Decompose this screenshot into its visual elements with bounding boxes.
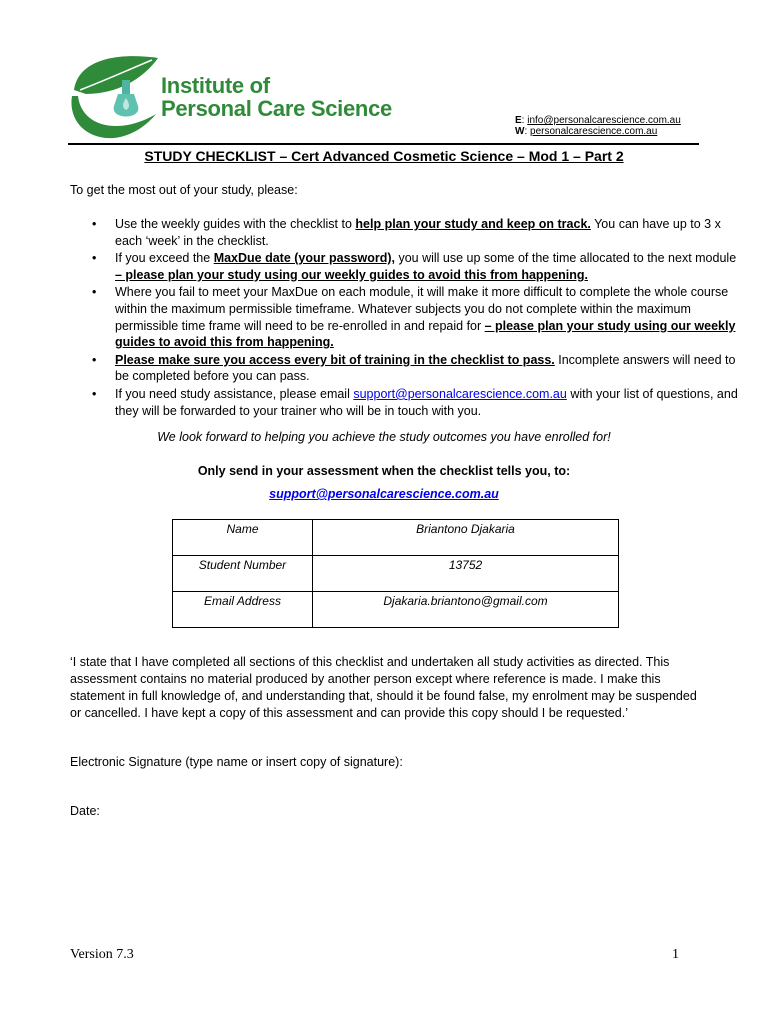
list-item	[115, 216, 740, 249]
contact-email-row: E: info@personalcarescience.com.au	[515, 115, 681, 126]
declaration-text: ‘I state that I have completed all sections of this checklist and undertaken all study activities as directed. This assessment contains no material produced by another person except where reference is made. I make this statement in full knowledge of, and understanding that, should it be found false, my enrolment may be suspended or cancelled. I have kept a copy of this assessment and can provide this copy should I be requested.’	[70, 655, 697, 720]
text: with your list of questions, and they will be forwarded to your trainer who will be in touch with you.	[115, 386, 738, 418]
student-number-label: Student Number	[173, 556, 313, 592]
look-forward-text: We look forward to helping you achieve the study outcomes you have enrolled for!	[157, 430, 611, 444]
contact-block	[515, 115, 681, 137]
emphasis: Please make sure you access every bit of training in the checklist to pass.	[115, 352, 555, 367]
brand-name	[161, 74, 392, 120]
text: If you exceed the	[115, 251, 214, 266]
table-row	[173, 520, 619, 556]
text: You can have up to 3 x each ‘week’ in the checklist.	[115, 217, 721, 248]
send-in-instruction: Only send in your assessment when the checklist tells you, to:	[197, 464, 571, 478]
list-item	[115, 284, 740, 350]
date-label: Date:	[70, 804, 100, 818]
text: Incomplete answers will need to be completed before you can pass.	[115, 352, 736, 384]
student-number-value[interactable]: 13752	[313, 556, 619, 592]
list-item	[115, 250, 740, 283]
signature-label: Electronic Signature (type name or insert copy of signature):	[70, 755, 403, 769]
emphasis: – please plan your study using our weekly guides to avoid this from happening.	[115, 267, 588, 282]
table-row	[173, 556, 619, 592]
text: Use the weekly guides with the checklist to	[115, 217, 356, 231]
list-item	[115, 352, 740, 385]
leaf-dropper-hand-icon	[66, 50, 166, 142]
page-number: 1	[672, 947, 679, 962]
emphasis: – please plan your study using our weekly guides to avoid this from happening.	[115, 318, 736, 350]
name-value[interactable]: Briantono Djakaria	[313, 520, 619, 556]
emphasis: help plan your study and keep on track.	[355, 217, 591, 231]
text: If you need study assistance, please email	[115, 386, 354, 401]
student-info-table	[172, 519, 619, 628]
text: you will use up some of the time allocated to the next module	[394, 251, 737, 266]
send-in-email-link[interactable]: support@personalcarescience.com.au	[269, 487, 499, 501]
email-address-label: Email Address	[173, 592, 313, 628]
intro-text: To get the most out of your study, please:	[70, 183, 298, 197]
contact-web-link[interactable]: personalcarescience.com.au	[530, 126, 658, 137]
support-email-link[interactable]: support@personalcarescience.com.au	[353, 386, 567, 401]
version-label: Version 7.3	[70, 947, 134, 962]
name-label: Name	[173, 520, 313, 556]
web-label: W	[515, 126, 525, 137]
brand-line-2: Personal Care Science	[161, 96, 392, 121]
header-divider	[68, 143, 699, 145]
send-in-email-container	[0, 487, 768, 501]
contact-web-row: W: personalcarescience.com.au	[515, 126, 658, 137]
page-title: STUDY CHECKLIST – Cert Advanced Cosmetic Science – Mod 1 – Part 2	[144, 148, 624, 164]
email-label: E	[515, 115, 522, 126]
contact-email-link[interactable]: info@personalcarescience.com.au	[527, 115, 681, 126]
instruction-list	[70, 216, 740, 419]
list-item	[115, 386, 740, 419]
email-address-value[interactable]: Djakaria.briantono@gmail.com	[313, 592, 619, 628]
text: Where you fail to meet your MaxDue on each module, it will make it more difficult to complete the whole course within the maximum permissible timeframe. Whatever subjects you do not complete within the maximum permissible time frame will need to be re-enrolled in and repaid for	[115, 285, 729, 333]
table-row	[173, 592, 619, 628]
brand-line-1: Institute of	[161, 73, 270, 98]
emphasis: MaxDue date (your password),	[213, 251, 395, 266]
